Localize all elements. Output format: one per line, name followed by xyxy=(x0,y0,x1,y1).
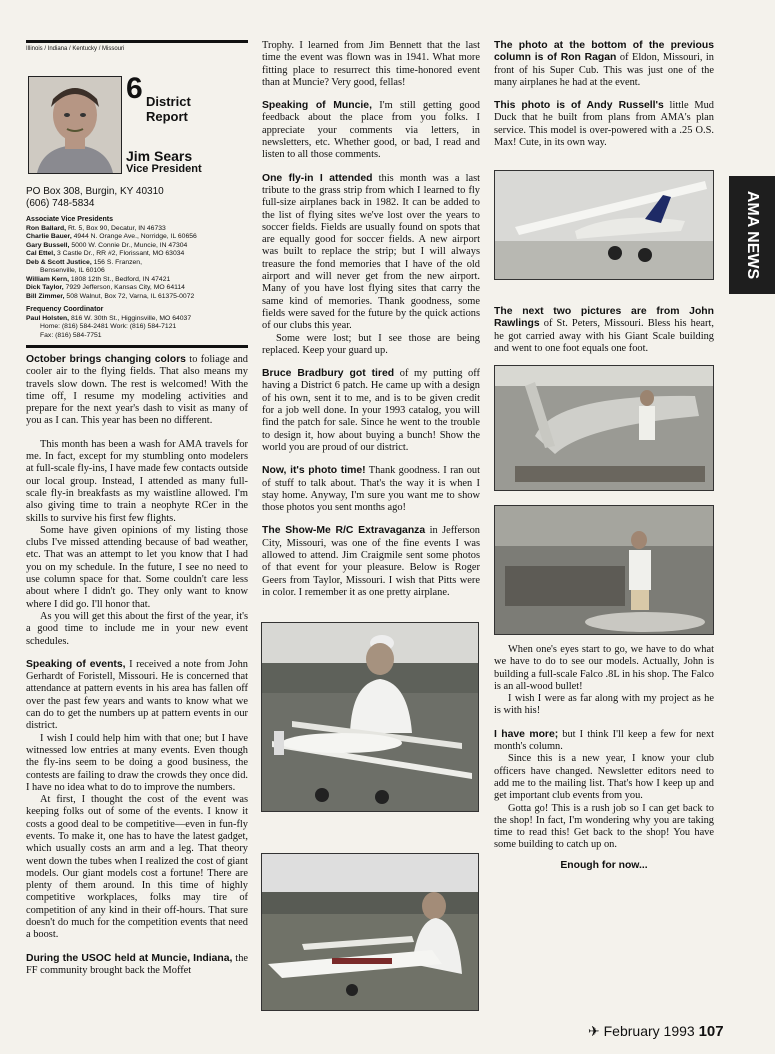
avp-entry: Bensenville, IL 60106 xyxy=(40,267,105,274)
paragraph: I have more; but I think I'll keep a few for next month's column. xyxy=(494,728,715,753)
district-number: 6 xyxy=(126,72,143,105)
states-line: Illinois / Indiana / Kentucky / Missouri xyxy=(26,46,125,52)
paragraph: During the USOC held at Muncie, Indiana, the FF community brought back the Moffet xyxy=(26,952,248,976)
district-label: District Report xyxy=(146,94,191,124)
photo-falco-fuselage xyxy=(494,365,714,491)
column-3 xyxy=(494,40,714,149)
photo-pitts-biplane xyxy=(261,622,479,812)
paragraph: The Show-Me R/C Extravaganza in Jefferson City, Missouri, was one of the fine events I was allowed to attend. Jim Craigmile sent some photos of that event for your pleasure. Below is Roger Geers from Taylor, Missouri. I wish that Pitts were in color. I remember it as one pretty airplane. xyxy=(262,525,480,598)
paragraph: Trophy. I learned from Jim Bennett that the last time the event was flown was in 1941. What more fitting place to resurrect this time-honored event than at Muncie? Very good, fellas! xyxy=(262,40,480,88)
paragraph: At first, I thought the cost of the event was keeping folks out of some of the events. I know it costs a good deal to be competitive—even in fun-fly events. To make it, one has to have the latest gadget, which usually costs an arm and a leg. That theory went down the tubes when I realized the cost of giant models. Our giant models cost a fortune! There are plenty of them around. In this time of highly competitive workplaces, folks may tire of competition of any kind in their off-hours. That sure doesn't do much for the competition events that need a boost. xyxy=(26,794,248,941)
avp-entry: Ron Ballard, Rt. 5, Box 90, Decatur, IN 46733 xyxy=(26,224,166,232)
closing-line: Enough for now... xyxy=(560,859,648,871)
photo-john-rawlings-shop xyxy=(494,505,714,635)
paragraph: I wish I were as far along with my project as he is with his! xyxy=(494,693,714,717)
paragraph: Now, it's photo time! Thank goodness. I ran out of stuff to talk about. That's the way it is when I stay home. Anyway, I'm sure you want me to show those photos you sent months ago! xyxy=(262,465,480,514)
paragraph: The photo at the bottom of the previous column is of Ron Ragan of Eldon, Missouri, in front of his Super Cub. This was just one of the many airplanes he had at the event. xyxy=(494,40,714,88)
paragraph: This month has been a wash for AMA travels for me. In fact, except for my stumbling onto modelers at full-scale fly-ins, I have made few contacts outside our local group. Instead, I attended as many full-scale fly-in breakfasts as my waistline allowed. I'm also giving time to train a neophyte RCer in the skills to survive his first few flights. xyxy=(26,438,248,524)
avp-entry: Dick Taylor, 7929 Jefferson, Kansas City, MO 64114 xyxy=(26,284,185,291)
top-rule xyxy=(26,40,248,43)
paragraph: October brings changing colors to foliage and cooler air to the flying fields. That also means my travels slow down. The rest is welcomed! With the time off, I resume my modeling activities and prepare for the next year's dash to visit as many of you as I can. This year has been no different. xyxy=(26,354,248,427)
column-2 xyxy=(262,40,480,599)
column-3-lower xyxy=(494,306,714,355)
page-footer xyxy=(588,1023,724,1040)
page-number: 107 xyxy=(698,1023,724,1040)
author-photo xyxy=(28,76,122,174)
photo-super-cub xyxy=(261,853,479,1011)
airplane-icon: ✈ xyxy=(588,1023,600,1039)
photo-mud-duck xyxy=(494,170,714,280)
paragraph: Since this is a new year, I know your club officers have changed. Newsletter editors need to add me to the mailing list. That's how I keep up and get important club events from you. xyxy=(494,753,714,802)
paragraph: Bruce Bradbury got tired of my putting off having a District 6 patch. He came up with a design of his own, sent it to me, and is to be given credit for a job well done. In your 1993 catalog, you will find the patch for sale. Since he went to the trouble to design it, how about buying a bunch! Show the world you are proud of our district. xyxy=(262,368,480,453)
paragraph: Speaking of Muncie, I'm still getting good feedback about the place from you folks. I appreciate your comments via letters, in newsletters, etc. Whether good, or bad, I read and listen to all those comments. xyxy=(262,100,480,161)
paragraph: When one's eyes start to go, we have to do what we have to do to see our models. Actually, John is building a full-scale Falco .8L in his shop. The Falco is an all-wood bullet! xyxy=(494,644,714,692)
avp-entry: William Kern, 1808 12th St., Bedford, IN 47421 xyxy=(26,275,171,283)
paragraph: Speaking of events, I received a note from John Gerhardt of Foristell, Missouri. He is concerned that attendance at pattern events in his area has fallen off over the past few years and wants to know what we can do to get the numbers up at pattern events in our district. xyxy=(26,658,248,732)
district-header xyxy=(26,56,248,174)
paragraph: I wish I could help him with that one; but I have witnessed low entries at many events. Even though the fly-ins seem to be doing a good business, the contests are failing to draw the crowds they once did. I have no idea what to do to improve the numbers. xyxy=(26,732,248,793)
paragraph: Some were lost; but I see those are being replaced. Keep your guard up. xyxy=(262,332,480,356)
paragraph: One fly-in I attended this month was a last tribute to the grass strip from which I learned to fly full-size airplanes back in 1982. It can be added to the list of flying sites we've lost over the years to soccer fields. Fields are usually found on spots that are equally good for soccer fields. A new airport was built to replace the strip; but I will always treasure the fond memories that I have of the old airport and will never get from the new airport. Many of you have lost flying sites that carry the same kind of memories. Thank goodness, some fields were saved for the future by the quick actions of our clubs this year. xyxy=(262,172,480,332)
issue-date: February 1993 xyxy=(603,1023,695,1039)
avp-entry: Gary Bussell, 5000 W. Connie Dr., Muncie, IN 47304 xyxy=(26,241,188,249)
paragraph: The next two pictures are from John Rawlings of St. Peters, Missouri. Bless his heart, he got carried away with his Giant Scale building and went to one foot equals one foot. xyxy=(494,306,714,354)
vp-name: Jim Sears xyxy=(126,148,193,164)
paragraph: This photo is of Andy Russell's little Mud Duck that he built from plans from AMA's plan service. This model is over-powered with a .25 O.S. Max! Cute, in its own way. xyxy=(494,100,714,149)
paragraph: As you will get this about the first of the year, it's a good time to include me in your new event schedules. xyxy=(26,610,248,647)
vp-address: PO Box 308, Burgin, KY 40310 (606) 748-5834 xyxy=(26,186,164,209)
associate-vps: Associate Vice Presidents Ron Ballard, Rt. 5, Box 90, Decatur, IN 46733 Charlie Bauer, 4944 N. Orange Ave., Norridge, IL 60656 Gary Bussell, 5000 W. Connie Dr., Muncie, IN 47304 Cal Ettel, 3 Castle Dr., RR #2, Florissant, MO 63034 Deb & Scott Justice, 156 S. Franzen, Bensenville, IL 60106 William Kern, 1808 12th St., Bedford, IN 47421 Dick Taylor, 7929 Jefferson, Kansas City, MO 64114 Bill Zimmer, 508 Walnut, Box 72, Varna, IL 61375-0072 Frequency Coordinator Paul Holsten, 816 W. 30th St., Higginsville, MO 64037 Home: (816) 584-2481 Work: (816) 584-7121 Fax: (816) 584-7751 xyxy=(26,216,248,340)
avp-entry: Bill Zimmer, 508 Walnut, Box 72, Varna, IL 61375-0072 xyxy=(26,292,195,300)
avp-entry: Deb & Scott Justice, 156 S. Franzen, xyxy=(26,258,142,266)
column-1 xyxy=(26,40,248,977)
paragraph: Some have given opinions of my listing those clubs I've missed attending because of bad weather, etc. That was an attempt to let you know that I had you on my schedule. In the future, I see no need to use column space for that. Some couldn't care less about where I didn't go. They only want to know where I did go. I'll honor that. xyxy=(26,524,248,610)
freq-coordinator: Paul Holsten, 816 W. 30th St., Higginsville, MO 64037 xyxy=(26,314,192,322)
column-3-bottom xyxy=(494,644,714,871)
avp-entry: Charlie Bauer, 4944 N. Orange Ave., Norridge, IL 60656 xyxy=(26,233,197,240)
avp-entry: Cal Ettel, 3 Castle Dr., RR #2, Florissant, MO 63034 xyxy=(26,250,185,257)
paragraph: Gotta go! This is a rush job so I can get back to the shop! In fact, I'm wondering why you are taking time to read this! Get back to the shop! You have some building to catch up on. xyxy=(494,802,714,851)
vp-title: Vice President xyxy=(126,163,202,175)
section-tab: AMA NEWS xyxy=(729,176,775,294)
